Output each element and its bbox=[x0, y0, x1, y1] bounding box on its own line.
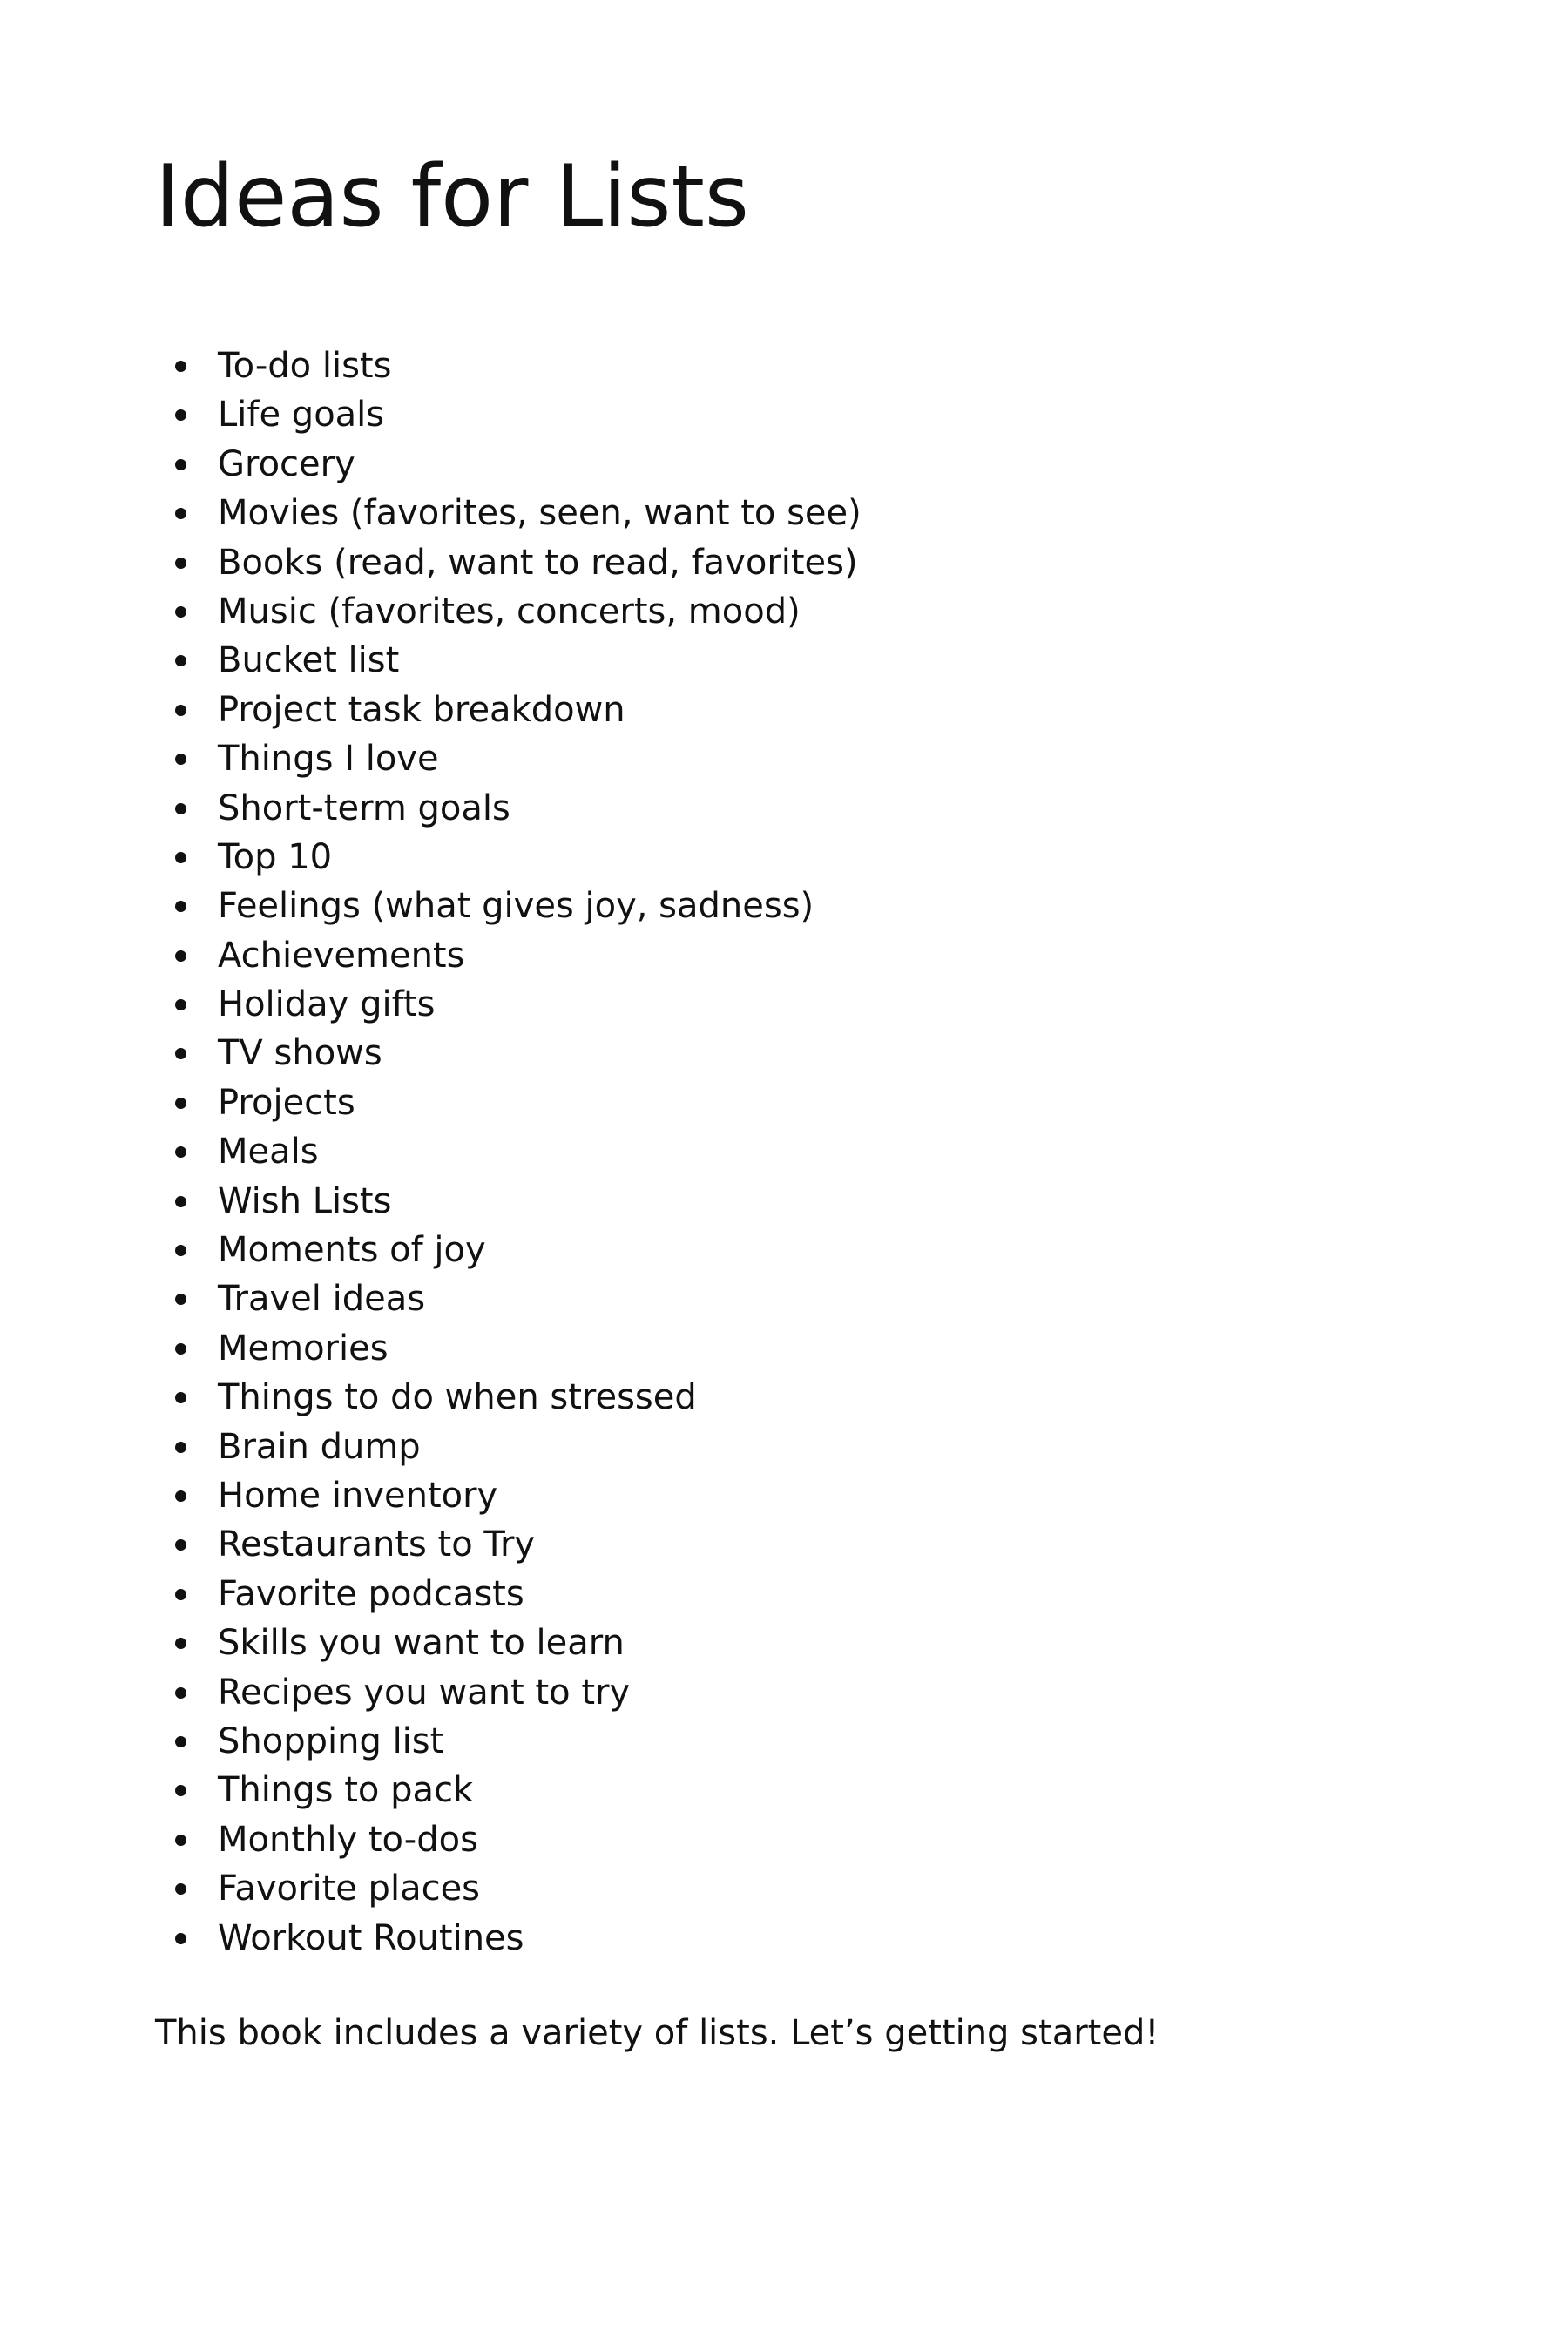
list-item-label: Moments of joy bbox=[218, 1230, 486, 1271]
list-item bbox=[155, 1619, 862, 1667]
bullet-icon bbox=[175, 1392, 186, 1403]
list-item bbox=[155, 784, 862, 833]
list-item-label: Top 10 bbox=[218, 836, 333, 877]
list-item bbox=[155, 833, 862, 882]
bullet-icon bbox=[175, 409, 186, 421]
bullet-icon bbox=[175, 705, 186, 716]
list-item bbox=[155, 1029, 862, 1078]
list-item bbox=[155, 1324, 862, 1373]
bullet-icon bbox=[175, 508, 186, 519]
bullet-icon bbox=[175, 1442, 186, 1453]
list-item bbox=[155, 1570, 862, 1619]
list-item-label: Restaurants to Try bbox=[218, 1524, 536, 1565]
list-item-label: Travel ideas bbox=[218, 1279, 426, 1320]
bullet-icon bbox=[175, 803, 186, 814]
list-item-label: Things I love bbox=[218, 739, 439, 780]
list-item-label: Recipes you want to try bbox=[218, 1672, 631, 1713]
list-item bbox=[155, 440, 862, 489]
list-item-label: Wish Lists bbox=[218, 1180, 392, 1221]
bullet-icon bbox=[175, 1490, 186, 1502]
bullet-icon bbox=[175, 852, 186, 863]
list-item-label: Meals bbox=[218, 1132, 319, 1173]
list-item bbox=[155, 1373, 862, 1422]
list-item-label: Bucket list bbox=[218, 640, 400, 681]
list-item-label: Life goals bbox=[218, 395, 385, 436]
list-item bbox=[155, 1864, 862, 1913]
list-item bbox=[155, 1914, 862, 1963]
list-item bbox=[155, 1766, 862, 1815]
list-item bbox=[155, 1423, 862, 1471]
bullet-icon bbox=[175, 1589, 186, 1600]
bullet-icon bbox=[175, 1785, 186, 1796]
list-item bbox=[155, 636, 862, 685]
list-item-label: To-do lists bbox=[218, 346, 392, 386]
list-item-label: Music (favorites, concerts, mood) bbox=[218, 591, 801, 632]
list-item bbox=[155, 1471, 862, 1520]
list-item-label: Short-term goals bbox=[218, 787, 510, 828]
bullet-icon bbox=[175, 459, 186, 470]
list-item-label: Skills you want to learn bbox=[218, 1623, 625, 1664]
list-item bbox=[155, 1177, 862, 1226]
list-item-label: Movies (favorites, seen, want to see) bbox=[218, 493, 862, 534]
list-item bbox=[155, 1520, 862, 1569]
bullet-icon bbox=[175, 950, 186, 962]
bullet-icon bbox=[175, 754, 186, 765]
list-item-label: Project task breakdown bbox=[218, 689, 625, 730]
list-item-label: Feelings (what gives joy, sadness) bbox=[218, 886, 814, 927]
bullet-icon bbox=[175, 606, 186, 618]
bullet-icon bbox=[175, 655, 186, 666]
ideas-list bbox=[155, 341, 862, 1963]
list-item-label: Monthly to-dos bbox=[218, 1819, 478, 1860]
list-item-label: Things to pack bbox=[218, 1770, 474, 1811]
list-item-label: Home inventory bbox=[218, 1475, 498, 1516]
list-item bbox=[155, 489, 862, 537]
list-item-label: Favorite podcasts bbox=[218, 1573, 524, 1614]
bullet-icon bbox=[175, 1687, 186, 1699]
page-title: Ideas for Lists bbox=[155, 147, 749, 247]
bullet-icon bbox=[175, 901, 186, 912]
footer-note: This book includes a variety of lists. Let’s getting started! bbox=[155, 2013, 1159, 2053]
list-item-label: Things to do when stressed bbox=[218, 1377, 697, 1418]
list-item bbox=[155, 1127, 862, 1176]
bullet-icon bbox=[175, 1539, 186, 1551]
list-item bbox=[155, 980, 862, 1029]
list-item bbox=[155, 1274, 862, 1323]
list-item-label: Shopping list bbox=[218, 1720, 444, 1761]
list-item bbox=[155, 1078, 862, 1127]
list-item bbox=[155, 1668, 862, 1717]
list-item-label: Favorite places bbox=[218, 1869, 481, 1909]
list-item bbox=[155, 1815, 862, 1864]
bullet-icon bbox=[175, 361, 186, 372]
list-item bbox=[155, 341, 862, 390]
list-item bbox=[155, 587, 862, 636]
bullet-icon bbox=[175, 1638, 186, 1649]
list-item bbox=[155, 538, 862, 587]
list-item bbox=[155, 1226, 862, 1274]
list-item bbox=[155, 390, 862, 439]
list-item bbox=[155, 734, 862, 783]
list-item-label: Projects bbox=[218, 1082, 355, 1123]
list-item-label: Memories bbox=[218, 1328, 389, 1369]
list-item-label: TV shows bbox=[218, 1033, 382, 1074]
bullet-icon bbox=[175, 1245, 186, 1256]
list-item bbox=[155, 931, 862, 980]
list-item bbox=[155, 882, 862, 930]
bullet-icon bbox=[175, 1196, 186, 1207]
bullet-icon bbox=[175, 999, 186, 1010]
list-item bbox=[155, 686, 862, 734]
bullet-icon bbox=[175, 1343, 186, 1355]
list-item-label: Brain dump bbox=[218, 1426, 421, 1467]
bullet-icon bbox=[175, 1835, 186, 1846]
list-item-label: Achievements bbox=[218, 935, 465, 976]
bullet-icon bbox=[175, 1736, 186, 1747]
list-item bbox=[155, 1717, 862, 1766]
bullet-icon bbox=[175, 558, 186, 569]
bullet-icon bbox=[175, 1933, 186, 1944]
bullet-icon bbox=[175, 1883, 186, 1895]
list-item-label: Grocery bbox=[218, 443, 355, 484]
list-item-label: Holiday gifts bbox=[218, 984, 436, 1025]
list-item-label: Workout Routines bbox=[218, 1917, 524, 1958]
bullet-icon bbox=[175, 1146, 186, 1158]
bullet-icon bbox=[175, 1098, 186, 1109]
bullet-icon bbox=[175, 1048, 186, 1059]
list-item-label: Books (read, want to read, favorites) bbox=[218, 542, 858, 583]
bullet-icon bbox=[175, 1294, 186, 1305]
